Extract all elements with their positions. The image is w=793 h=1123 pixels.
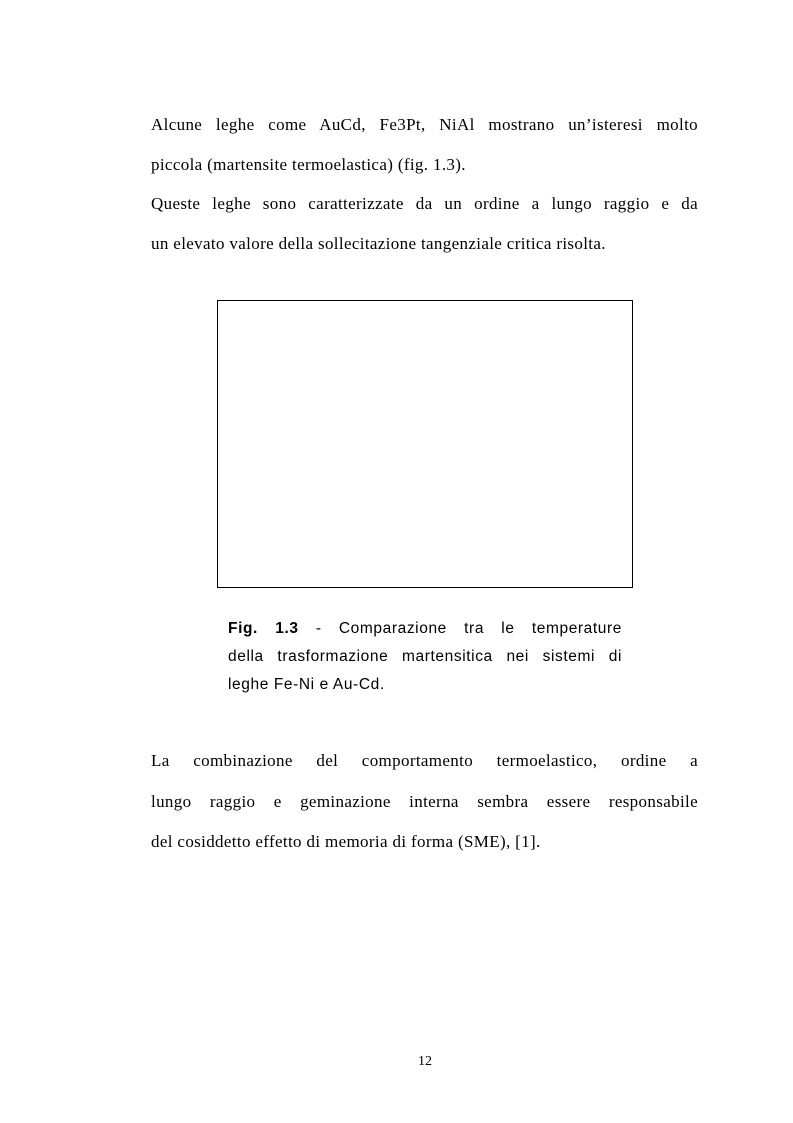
paragraph-1-line-3: Queste leghe sono caratterizzate da un ordine a lungo raggio e da [151, 194, 698, 213]
caption-line-3: leghe Fe-Ni e Au-Cd. [228, 676, 385, 693]
paragraph-1-line-4: un elevato valore della sollecitazione tangenziale critica risolta. [151, 234, 606, 253]
caption-label: Fig. 1.3 [228, 620, 299, 637]
page-number: 12 [418, 1054, 432, 1069]
paragraph-2-line-3: del cosiddetto effetto di memoria di forma (SME), [1]. [151, 832, 541, 851]
paragraph-2-line-1: La combinazione del comportamento termoelastico, ordine a [151, 751, 698, 770]
caption-line-1 [228, 619, 622, 639]
paragraph-1-line-2: piccola (martensite termoelastica) (fig. 1.3). [151, 155, 466, 174]
paragraph-2-line-2: lungo raggio e geminazione interna sembra essere responsabile [151, 792, 698, 811]
figure-placeholder [217, 300, 633, 588]
caption-line-2: della trasformazione martensitica nei sistemi di [228, 648, 622, 665]
caption-line-1-text: - Comparazione tra le temperature [298, 620, 623, 637]
paragraph-1-line-1: Alcune leghe come AuCd, Fe3Pt, NiAl mostrano un’isteresi molto [151, 115, 698, 134]
